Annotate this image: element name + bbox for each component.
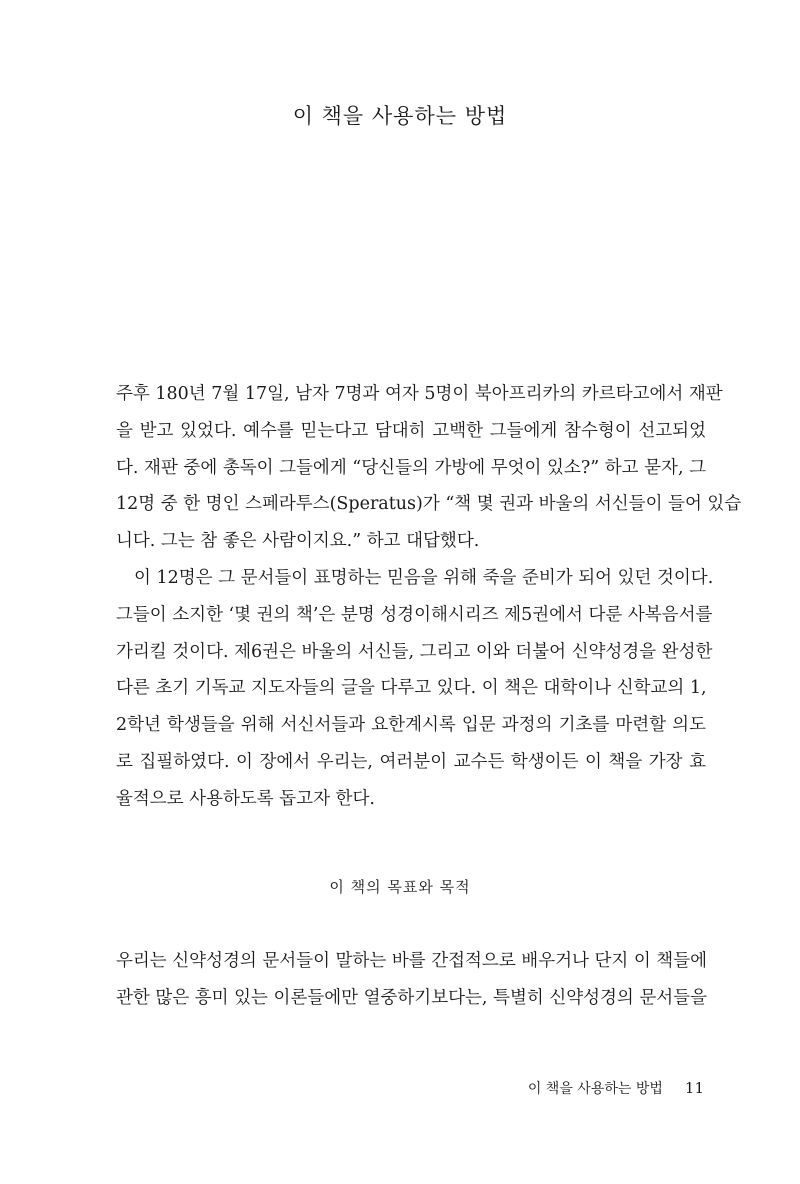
paragraph-1-line: 다. 재판 중에 총독이 그들에게 “당신들의 가방에 무엇이 있소?” 하고 묻자, 그: [116, 457, 706, 478]
paragraph-1-line: 니다. 그는 참 좋은 사람이지요.” 하고 대답했다.: [116, 531, 480, 552]
paragraph-1-line: 주후 180년 7월 17일, 남자 7명과 여자 5명이 북아프리카의 카르타고에서 재판: [116, 384, 723, 404]
section-text: [116, 943, 706, 1017]
paragraph-2-line: 다른 초기 기독교 지도자들의 글을 다루고 있다. 이 책은 대학이나 신학교의 1,: [116, 678, 707, 699]
paragraph-2-line: 그들이 소지한 ‘몇 권의 책’은 분명 성경이해시리즈 제5권에서 다룬 사복음서를: [116, 604, 713, 625]
paragraph-2-line: 가리킬 것이다. 제6권은 바울의 서신들, 그리고 이와 더불어 신약성경을 완성한: [116, 641, 713, 662]
running-title: 이 책을 사용하는 방법: [527, 1081, 663, 1097]
paragraph-1-line: 을 받고 있었다. 예수를 믿는다고 담대히 고백한 그들에게 참수형이 선고되었: [116, 420, 706, 441]
chapter-title: 이 책을 사용하는 방법: [292, 104, 508, 128]
page-number: 11: [684, 1079, 704, 1097]
paragraph-3-line: 우리는 신약성경의 문서들이 말하는 바를 간접적으로 배우거나 단지 이 책들에: [116, 951, 708, 971]
paragraph-1-line: 12명 중 한 명인 스페라투스(Speratus)가 “책 몇 권과 바울의 서신들이 들어 있습: [116, 494, 742, 515]
page-footer: [528, 1078, 704, 1098]
intro-text: [116, 376, 742, 818]
section-heading: 이 책의 목표와 목적: [329, 878, 471, 896]
paragraph-2-line: 율적으로 사용하도록 돕고자 한다.: [116, 788, 375, 809]
paragraph-2-line: 로 집필하였다. 이 장에서 우리는, 여러분이 교수든 학생이든 이 책을 가장 효: [116, 751, 706, 772]
paragraph-2-line: 2학년 학생들을 위해 서신서들과 요한계시록 입문 과정의 기초를 마련할 의도: [116, 715, 706, 736]
paragraph-2-line: 이 12명은 그 문서들이 표명하는 믿음을 위해 죽을 준비가 되어 있던 것이다.: [134, 567, 714, 588]
paragraph-3-line: 관한 많은 흥미 있는 이론들에만 열중하기보다는, 특별히 신약성경의 문서들을: [116, 987, 708, 1008]
